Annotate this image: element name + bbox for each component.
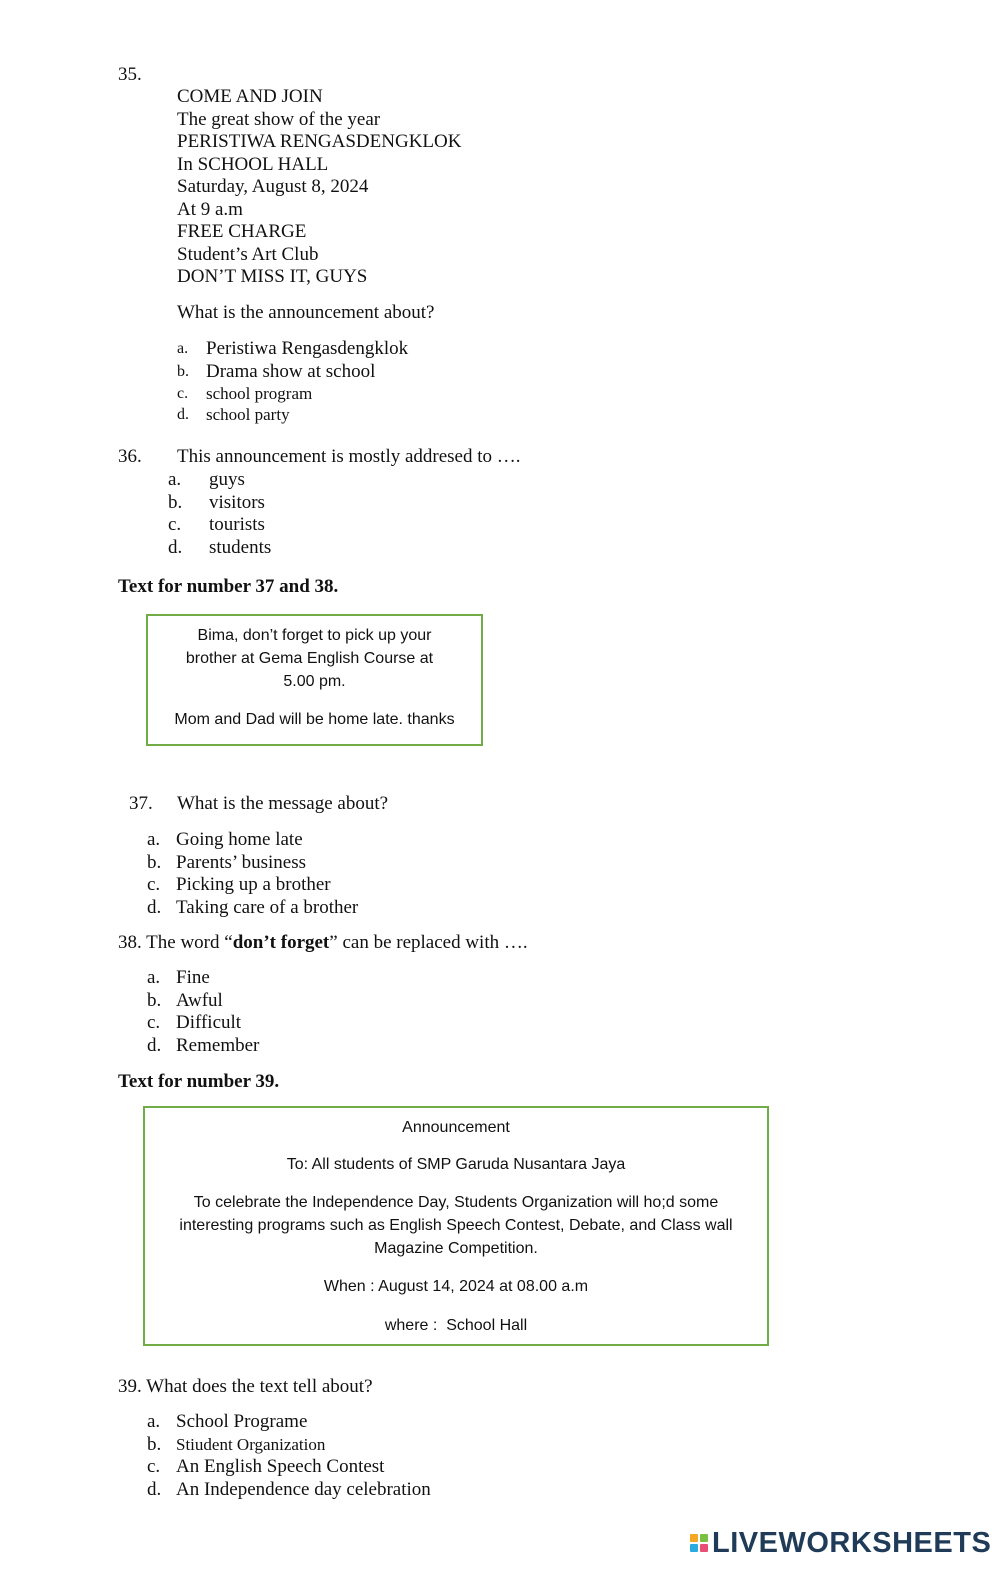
question-37-number: 37. xyxy=(129,793,153,814)
liveworksheets-logo-text: LIVEWORKSHEETS xyxy=(712,1526,992,1559)
question-38-options xyxy=(147,967,259,1057)
question-36-text: This announcement is mostly addresed to …. xyxy=(177,446,521,467)
option-letter: c. xyxy=(147,1456,161,1477)
option-a[interactable] xyxy=(147,1411,431,1434)
option-text: An Independence day celebration xyxy=(176,1478,431,1500)
announcement-line: The great show of the year xyxy=(177,108,381,130)
option-letter: c. xyxy=(177,385,189,402)
section-heading-37-38: Text for number 37 and 38. xyxy=(118,576,339,597)
option-text: School Programe xyxy=(176,1411,308,1432)
question-38-number: 38. xyxy=(118,932,142,953)
option-text: guys xyxy=(209,469,245,490)
question-35-number: 35. xyxy=(118,64,142,85)
option-a[interactable] xyxy=(168,469,271,492)
option-b[interactable] xyxy=(147,852,358,875)
logo-square xyxy=(690,1534,698,1542)
announcement-when: When : August 14, 2024 at 08.00 a.m xyxy=(323,1278,589,1295)
option-letter: b. xyxy=(147,989,162,1011)
question-39-number: 39. xyxy=(118,1376,142,1397)
note-line: 5.00 pm. xyxy=(283,673,346,690)
question-36-number: 36. xyxy=(118,446,142,467)
option-text: Difficult xyxy=(176,1012,242,1033)
announcement-where: where : School Hall xyxy=(384,1317,528,1334)
option-letter: b. xyxy=(147,851,162,873)
option-c[interactable] xyxy=(147,1012,259,1035)
question-39-options xyxy=(147,1411,431,1501)
option-text: Fine xyxy=(176,967,210,988)
option-letter: a. xyxy=(168,469,182,490)
option-letter: b. xyxy=(147,1433,162,1455)
option-a[interactable] xyxy=(177,338,408,361)
option-letter: a. xyxy=(147,829,161,850)
option-a[interactable] xyxy=(147,829,358,852)
logo-square xyxy=(700,1534,708,1542)
question-39-text xyxy=(118,1376,373,1399)
option-letter: d. xyxy=(147,1034,162,1056)
option-d[interactable] xyxy=(177,404,408,425)
announcement-line: DON’T MISS IT, GUYS xyxy=(177,266,368,287)
option-c[interactable] xyxy=(177,383,408,404)
option-text: school program xyxy=(206,384,313,403)
option-letter: b. xyxy=(168,491,183,513)
option-text: Drama show at school xyxy=(206,360,376,382)
announcement-title: Announcement xyxy=(402,1119,510,1136)
option-text: school party xyxy=(206,405,290,424)
option-c[interactable] xyxy=(147,874,358,897)
option-a[interactable] xyxy=(147,967,259,990)
announcement-box xyxy=(143,1106,769,1346)
option-letter: d. xyxy=(168,536,183,558)
option-letter: d. xyxy=(177,406,189,423)
message-note-box xyxy=(146,614,483,746)
option-text: Remember xyxy=(176,1034,260,1056)
option-c[interactable] xyxy=(147,1456,431,1479)
option-text: Going home late xyxy=(176,829,303,850)
option-d[interactable] xyxy=(147,1479,431,1502)
announcement-line: COME AND JOIN xyxy=(177,86,323,107)
announcement-line: In SCHOOL HALL xyxy=(177,153,329,175)
option-b[interactable] xyxy=(168,492,271,515)
logo-square xyxy=(690,1544,698,1552)
option-text: Awful xyxy=(176,989,223,1011)
option-letter: a. xyxy=(177,340,189,357)
option-letter: b. xyxy=(177,362,189,380)
option-text: students xyxy=(209,536,272,558)
option-b[interactable] xyxy=(147,990,259,1013)
logo-square xyxy=(700,1544,708,1552)
announcement-text xyxy=(177,86,461,289)
option-text: Taking care of a brother xyxy=(176,896,359,918)
announcement-line: Student’s Art Club xyxy=(177,243,319,265)
announcement-line: Saturday, August 8, 2024 xyxy=(177,176,369,197)
announcement-body-line: Magazine Competition. xyxy=(374,1240,538,1257)
option-letter: c. xyxy=(147,874,161,895)
announcement-to: To: All students of SMP Garuda Nusantara Jaya xyxy=(286,1156,626,1173)
question-37-text: What is the message about? xyxy=(177,793,389,814)
announcement-line: FREE CHARGE xyxy=(177,221,307,242)
option-c[interactable] xyxy=(168,514,271,537)
note-line: Bima, don’t forget to pick up your xyxy=(197,627,432,644)
question-37-options xyxy=(147,829,358,919)
option-d[interactable] xyxy=(168,537,271,560)
option-text: Parents’ business xyxy=(176,851,306,873)
option-b[interactable] xyxy=(147,1434,431,1457)
announcement-body-line: To celebrate the Independence Day, Students Organization will ho;d some xyxy=(193,1194,719,1211)
announcement-line: At 9 a.m xyxy=(177,198,243,220)
liveworksheets-logo[interactable] xyxy=(690,1528,991,1558)
option-text: An English Speech Contest xyxy=(176,1456,385,1477)
question-35-text: What is the announcement about? xyxy=(177,302,435,323)
section-heading-39: Text for number 39. xyxy=(118,1071,280,1092)
option-text: Picking up a brother xyxy=(176,874,331,895)
note-line: Mom and Dad will be home late. thanks xyxy=(174,711,455,728)
question-38-post: ” can be replaced with …. xyxy=(329,932,528,953)
option-letter: d. xyxy=(147,896,162,918)
option-text: Stiudent Organization xyxy=(176,1434,326,1454)
option-letter: a. xyxy=(147,967,161,988)
question-35-options xyxy=(177,338,408,425)
option-d[interactable] xyxy=(147,1035,259,1058)
option-letter: a. xyxy=(147,1411,161,1432)
option-b[interactable] xyxy=(177,361,408,384)
announcement-body-line: interesting programs such as English Speech Contest, Debate, and Class wall xyxy=(179,1217,733,1234)
option-letter: c. xyxy=(168,514,182,535)
option-letter: c. xyxy=(147,1012,161,1033)
option-text: Peristiwa Rengasdengklok xyxy=(206,338,409,359)
question-38-pre: The word “ xyxy=(146,932,233,953)
option-text: visitors xyxy=(209,491,265,513)
option-text: tourists xyxy=(209,514,265,535)
liveworksheets-logo-icon xyxy=(690,1534,708,1552)
question-39-question: What does the text tell about? xyxy=(146,1376,373,1397)
note-line: brother at Gema English Course at xyxy=(185,650,434,667)
option-letter: d. xyxy=(147,1478,162,1500)
question-36-options xyxy=(168,469,271,559)
option-d[interactable] xyxy=(147,897,358,920)
question-38-text xyxy=(118,932,528,955)
question-38-bold: don’t forget xyxy=(232,932,330,953)
announcement-line: PERISTIWA RENGASDENGKLOK xyxy=(177,131,462,152)
